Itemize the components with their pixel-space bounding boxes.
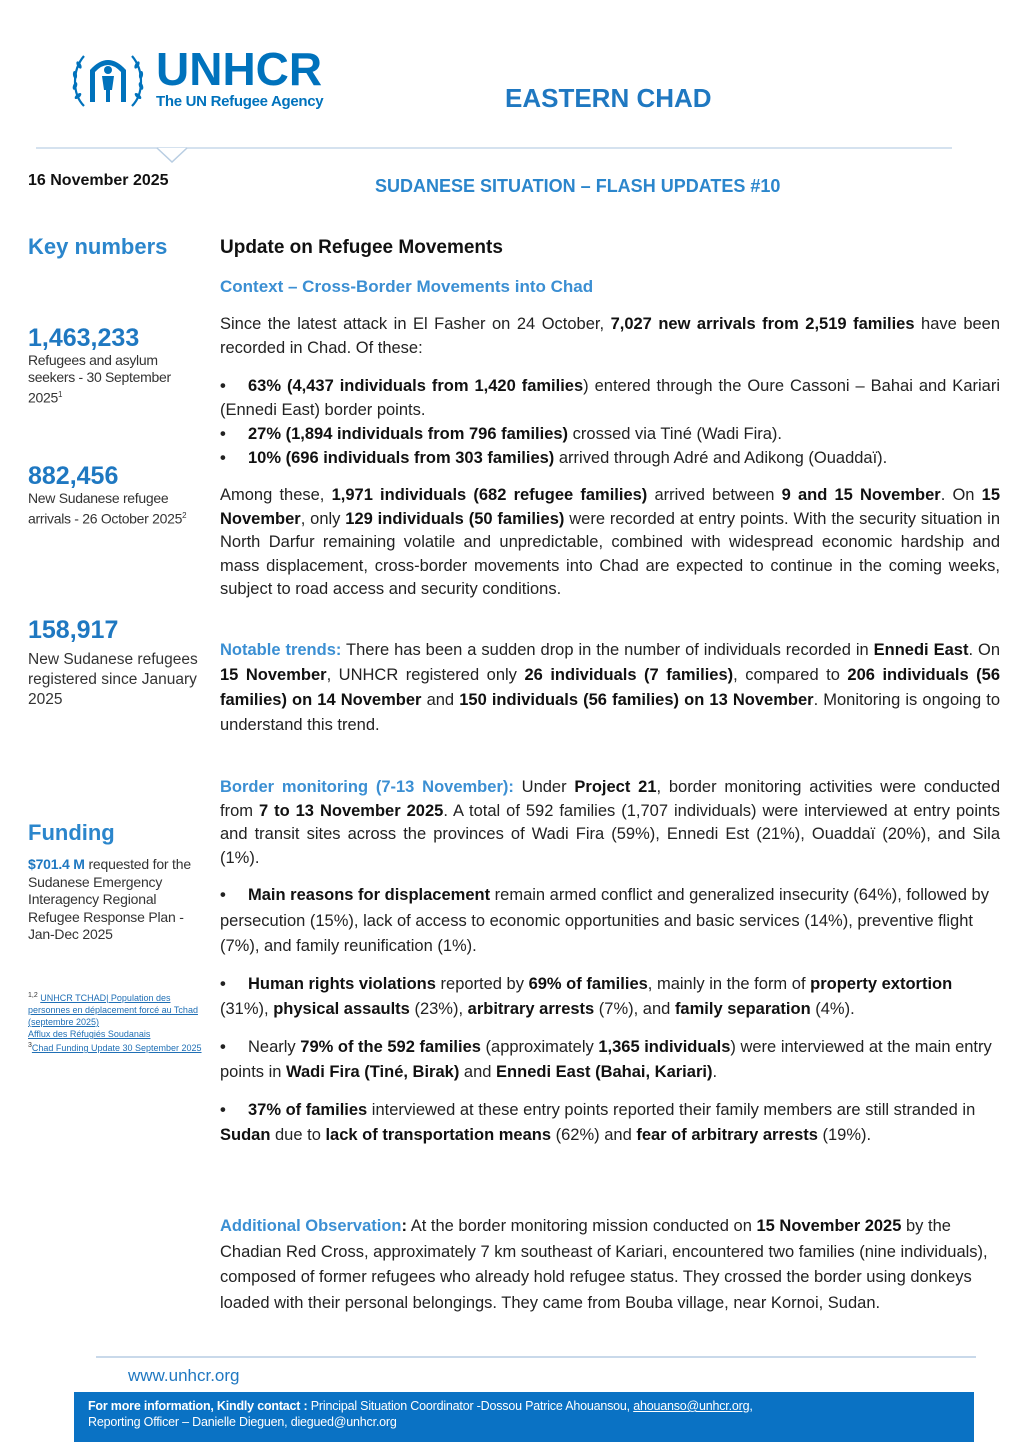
finding-item: • Main reasons for displacement remain armed conflict and generalized insecurity (64%), followed by persecution (15%), lack of access to economic opportunities and basic services (14%), preventive flight (7%), and family reunification (1%).: [220, 883, 1000, 960]
key-number-refugees-asylum: [28, 324, 203, 407]
bullet-icon: •: [220, 1037, 226, 1056]
funding-heading: Funding: [28, 820, 115, 845]
funding-amount: $701.4 M: [28, 856, 85, 872]
key-number-value: 882,456: [28, 462, 119, 490]
key-number-label: New Sudanese refugees registered since January 2025: [28, 651, 198, 708]
contact-reporting-officer: Reporting Officer – Danielle Dieguen, diegued@unhcr.org: [88, 1415, 397, 1429]
border-monitoring-paragraph: Border monitoring (7-13 November): Under Project 21, border monitoring activities were conducted from 7 to 13 November 2025. A total of 592 families (1,707 individuals) were interviewed at entry points and transit sites across the provinces of Wadi Fira (59%), Ennedi Est (21%), Ouaddaï (20%), and Sila (1%).: [220, 778, 1001, 867]
website-link[interactable]: www.unhcr.org: [128, 1366, 240, 1385]
logo-tagline: The UN Refugee Agency: [156, 93, 324, 110]
logo-wordmark: UNHCR: [156, 43, 323, 95]
key-number-label: New Sudanese refugee arrivals - 26 October 2025$^2$: [28, 490, 187, 527]
footer-divider: [96, 1356, 976, 1358]
finding-item: • 37% of families interviewed at these entry points reported their family members are still stranded in Sudan due to lack of transportation means (62%) and fear of arbitrary arrests (19%).: [220, 1098, 1000, 1149]
footnotes: $^{1,2}$ UNHCR TCHAD| Population des personnes en déplacement forcé au Tchad (septembre 2025) Afflux des Réfugiés Soudanais $^3$Chad Funding Update 30 September 2025: [28, 992, 202, 1053]
key-number-value: 158,917: [28, 616, 119, 644]
key-number-value: 1,463,233: [28, 324, 140, 352]
list-item: • 27% (1,894 individuals from 796 families) crossed via Tiné (Wadi Fira).: [220, 422, 1000, 446]
entry-points-list: [220, 374, 1000, 470]
footnote-link-afflux[interactable]: Afflux des Réfugiés Soudanais: [28, 1029, 151, 1039]
bullet-icon: •: [220, 974, 226, 993]
findings-list: [220, 883, 1000, 1161]
section-heading: Update on Refugee Movements: [220, 237, 503, 258]
contact-lead: For more information, Kindly contact :: [88, 1399, 308, 1413]
document-title: SUDANESE SITUATION – FLASH UPDATES #10: [375, 176, 781, 196]
contact-bar: For more information, Kindly contact : Principal Situation Coordinator -Dossou Patrice Ahouansou, ahouanso@unhcr.org, Reporting Officer – Danielle Dieguen, diegued@unhcr.org: [74, 1392, 974, 1442]
key-numbers-heading: Key numbers: [28, 234, 168, 259]
footnote-link-population[interactable]: UNHCR TCHAD| Population des personnes en déplacement forcé au Tchad (septembre 2025): [28, 993, 198, 1027]
finding-item: • Nearly 79% of the 592 families (approximately 1,365 individuals) were interviewed at the main entry points in Wadi Fira (Tiné, Birak) and Ennedi East (Bahai, Kariari).: [220, 1035, 1000, 1086]
section-subheading: Context – Cross-Border Movements into Chad: [220, 277, 594, 296]
funding-text: $701.4 M requested for the Sudanese Emergency Interagency Regional Refugee Response Plan - Jan-Dec 2025: [28, 856, 191, 942]
arrivals-paragraph: Among these, 1,971 individuals (682 refugee families) arrived between 9 and 15 November. On 15 November, only 129 individuals (50 families) were recorded at entry points. With the security situation in North Darfur remaining volatile and unpredictable, combined with widespread economic hardship and mass displacement, cross-border movements into Chad are expected to continue in the coming weeks, subject to road access and security conditions.: [220, 486, 1000, 598]
observation-lead: Additional Observation: [220, 1217, 402, 1235]
list-item: • 10% (696 individuals from 303 families) arrived through Adré and Adikong (Ouaddaï).: [220, 446, 1000, 470]
report-date: 16 November 2025: [28, 172, 169, 189]
trends-lead: Notable trends:: [220, 641, 342, 659]
sidebar: [28, 234, 206, 1053]
bullet-icon: •: [220, 1100, 226, 1119]
finding-item: • Human rights violations reported by 69% of families, mainly in the form of property extortion (31%), physical assaults (23%), arbitrary arrests (7%), and family separation (4%).: [220, 972, 1000, 1023]
chevron-down-icon: [156, 147, 188, 163]
footnote-link-funding-update[interactable]: Chad Funding Update 30 September 2025: [31, 1043, 202, 1053]
intro-paragraph: Since the latest attack in El Fasher on 24 October, 7,027 new arrivals from 2,519 families have been recorded in Chad. Of these:: [220, 315, 1001, 357]
unhcr-emblem-icon: [70, 48, 146, 112]
contact-email-link[interactable]: ahouanso@unhcr.org: [633, 1399, 750, 1413]
region-title: EASTERN CHAD: [505, 83, 712, 113]
list-item: • 63% (4,437 individuals from 1,420 families) entered through the Oure Cassoni – Bahai and Kariari (Ennedi East) border points.: [220, 374, 1000, 422]
unhcr-logo: [70, 43, 350, 114]
bullet-icon: •: [220, 886, 226, 904]
key-number-registered: [28, 616, 203, 710]
border-monitoring-lead: Border monitoring (7-13 November):: [220, 778, 514, 796]
trends-paragraph: Notable trends: There has been a sudden drop in the number of individuals recorded in Ennedi East. On 15 November, UNHCR registered only 26 individuals (7 families), compared to 206 individuals (56 families) on 14 November and 150 individuals (56 families) on 13 November. Monitoring is ongoing to understand this trend.: [220, 641, 1001, 734]
key-number-label: Refugees and asylum seekers - 30 September 2025$^1$: [28, 352, 171, 406]
observation-paragraph: Additional Observation: At the border monitoring mission conducted on 15 November 2025 by the Chadian Red Cross, approximately 7 km southeast of Kariari, encountered two families (nine individuals), composed of former refugees who already hold refugee status. They crossed the border using donkeys loaded with their personal belongings. They came from Bouba village, near Kornoi, Sudan.: [220, 1217, 988, 1312]
key-number-new-arrivals: [28, 462, 203, 528]
